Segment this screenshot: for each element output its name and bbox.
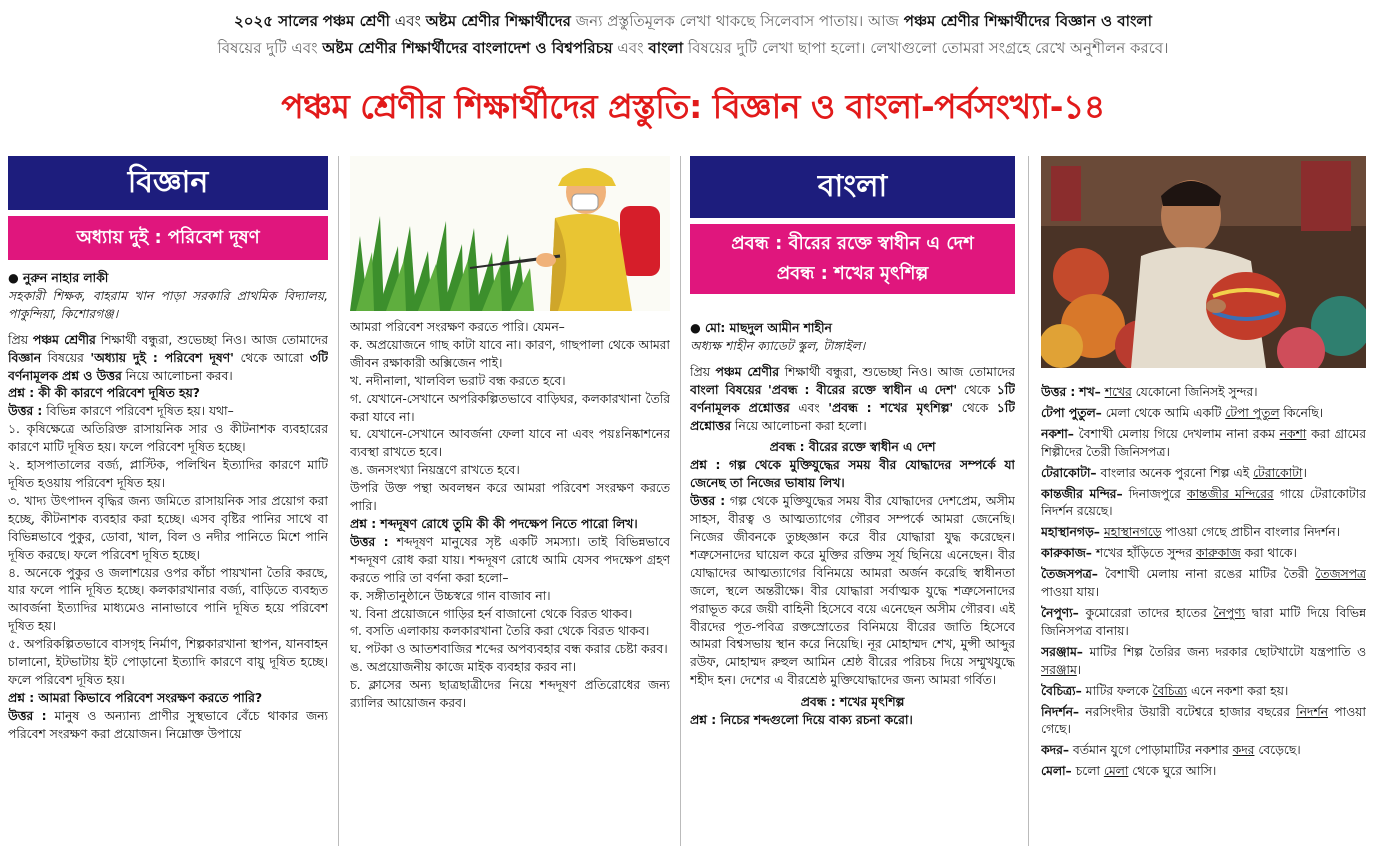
word-sentence [1041, 486, 1366, 522]
intro-text: অষ্টম শ্রেণীর শিক্ষার্থীদের [425, 12, 571, 30]
text: বর্তমান যুগে পোড়ামাটির নকশার [1072, 743, 1233, 758]
list-item: খ. নদীনালা, খালবিল ভরাট বন্ধ করতে হবে। [350, 373, 566, 388]
underlined-word: কান্তজীর মন্দিরের [1186, 486, 1274, 501]
word-sentence [1041, 384, 1366, 402]
word: মেলা– [1041, 764, 1072, 779]
underlined-word: মহাস্থানগড়ে [1103, 525, 1162, 540]
text: শিক্ষার্থী বন্ধুরা, শুভেচ্ছা নিও। আজ তোমাদের [784, 364, 1015, 379]
text: দ্বারা মাটি দিয়ে বিভিন্ন জিনিসপত্র বানায়। [1041, 605, 1366, 638]
list-item: ঘ. যেখানে-সেখানে আবর্জনা ফেলা যাবে না এবং পয়ঃনিষ্কাশনের ব্যবস্থা রাখতে হবে। [350, 427, 670, 460]
bangla-topic-1: প্রবন্ধ : বীরের রক্তে স্বাধীন এ দেশ [731, 233, 974, 254]
science-answer-2 [8, 708, 328, 744]
word: কান্তজীর মন্দির– [1041, 486, 1123, 501]
text: দিনাজপুরে [1128, 486, 1187, 501]
bangla-question-1: প্রশ্ন : গল্প থেকে মুক্তিযুদ্ধের সময় বীর যোদ্ধাদের সম্পর্কে যা জেনেছ তা নিজের ভাষায় লিখ। [690, 458, 1015, 491]
text: বেড়েছে। [1254, 743, 1301, 758]
column-divider [680, 156, 681, 846]
text: 'অধ্যায় দুই : পরিবেশ দূষণ' [90, 350, 234, 365]
word-sentence [1041, 683, 1366, 701]
text: থেকে [961, 400, 989, 415]
word: টেপা পুতুল– [1041, 405, 1102, 420]
word-sentence [1041, 524, 1366, 542]
word-sentence [1041, 465, 1366, 483]
answer-label: উত্তর : [8, 708, 47, 723]
intro-text: বিষয়ের দুটি লেখা ছাপা হলো। লেখাগুলো তোমরা সংগ্রহে রেখে অনুশীলন করবে। [687, 39, 1169, 57]
text: ১টি প্রশ্নোত্তর [690, 400, 1015, 433]
intro-text: বিষয়ের দুটি এবং [217, 39, 318, 57]
bangla-intro [690, 364, 1015, 436]
answer-label: উত্তর : [8, 404, 43, 419]
intro-text: পঞ্চম শ্রেণী [322, 12, 390, 30]
text: নিয়ে আলোচনা করব। [125, 368, 233, 383]
text: নিয়ে আলোচনা করা হলো। [734, 418, 867, 433]
answer-text: মানুষ ও অন্যান্য প্রাণীর সুস্থভাবে বেঁচে থাকার জন্য পরিবেশ সংরক্ষণ করা প্রয়োজন। নিম্নোক্ত উপায়ে [8, 708, 328, 741]
text: মেলা থেকে আমি একটি [1105, 405, 1226, 420]
list-item: ৫. অপরিকল্পিতভাবে বাসগৃহ নির্মাণ, শিল্পকারখানা স্থাপন, যানবাহন চালানো, ইটভাটায় ইট পোড়ানো ইত্যাদি কারণে বায়ু দূষিত হচ্ছে। ফলে পরিবেশ দূষিত হয়। [8, 637, 328, 687]
intro-text: ২০২৫ সালের [234, 12, 318, 30]
intro-text: পঞ্চম শ্রেণীর শিক্ষার্থীদের বিজ্ঞান ও বাংলা [903, 12, 1152, 30]
list-item: ঙ. জনসংখ্যা নিয়ন্ত্রণে রাখতে হবে। [350, 463, 520, 478]
bangla-topic-2: প্রবন্ধ : শখের মৃৎশিল্প [776, 263, 929, 284]
list-item: ঘ. পটকা ও আতশবাজির শব্দের অপব্যবহার বন্ধ করার চেষ্টা করব। [350, 642, 668, 657]
text: 'প্রবন্ধ : বীরের রক্তে স্বাধীন এ দেশ' [768, 382, 958, 397]
science-answer-3 [350, 534, 670, 588]
underlined-word: টেপা পুতুল [1225, 405, 1280, 420]
text: ১টি বর্ণনামূলক প্রশ্নোত্তর [690, 382, 1015, 415]
word-sentence [1041, 704, 1366, 740]
underlined-word: শখের [1104, 385, 1132, 399]
text: এনে নকশা করা হয়। [1187, 683, 1289, 698]
bangla-column-2 [1041, 156, 1366, 846]
text: 'প্রবন্ধ : শখের মৃৎশিল্প' [828, 400, 954, 415]
answer-label: উত্তর : [1041, 385, 1076, 399]
science-chapter-band: অধ্যায় দুই : পরিবেশ দূষণ [8, 216, 328, 260]
text: এবং [798, 400, 820, 415]
underlined-word: নিদর্শন [1296, 704, 1329, 719]
word: বৈচিত্র্য– [1041, 683, 1082, 698]
word-sentence [1041, 605, 1366, 641]
word-sentence [1041, 545, 1366, 563]
intro-text: এবং [394, 12, 421, 30]
text: পাওয়া যায়। [1041, 585, 1099, 600]
answer-label: উত্তর : [350, 534, 389, 549]
list-item: ৩. খাদ্য উৎপাদন বৃদ্ধির জন্য জমিতে রাসায়নিক সার প্রয়োগ করা হচ্ছে, কীটনাশক ব্যবহার করা হচ্ছে। এসব বৃষ্টির পানির সাথে বা বিভিন্নভাবে পুকুর, ডোবা, খাল, বিল ও নদীর পানিতে মিশে পানি দূষিত করছে। ফলে পরিবেশ দূষিত হচ্ছে। [8, 493, 328, 562]
list-item: ১. কৃষিক্ষেত্রে অতিরিক্ত রাসায়নিক সার ও কীটনাশক ব্যবহারের কারণে মাটি দূষিত হয়। ফলে পরিবেশ দূষিত হচ্ছে। [8, 422, 328, 455]
list-item: ২. হাসপাতালের বর্জ্য, প্লাস্টিক, পলিথিন ইত্যাদির কারণে মাটি দূষিত হওয়ায় পরিবেশ দূষিত হয়। [8, 458, 328, 490]
intro-line-2 [0, 35, 1386, 62]
text: প্রিয় [8, 332, 28, 347]
text: চলো [1075, 764, 1104, 779]
science-column-2 [350, 156, 670, 846]
text: । [1076, 662, 1082, 677]
word: নৈপুণ্য– [1041, 605, 1079, 620]
word: কারুকাজ– [1041, 546, 1092, 561]
word-sentence [1041, 426, 1366, 462]
bangla-answer-1 [690, 493, 1015, 690]
word-sentence [1041, 644, 1366, 680]
text: মাটির ফলকে [1085, 683, 1153, 698]
word: টেরাকোটা– [1041, 465, 1097, 480]
science-title: বিজ্ঞান [8, 156, 328, 210]
text: মাটির শিল্প তৈরির জন্য দরকার ছোটখাটো যন্ত্রপাতি ও [1089, 644, 1366, 659]
science-question-2: প্রশ্ন : আমরা কিভাবে পরিবেশ সংরক্ষণ করতে পারি? [8, 690, 263, 705]
word: শখ– [1079, 385, 1101, 399]
text: বাংলার অনেক পুরনো শিল্প এই [1100, 465, 1254, 480]
text: কিনেছি। [1279, 405, 1324, 420]
bangla-section-2: প্রবন্ধ : শখের মৃৎশিল্প [800, 695, 905, 710]
list-item: ক. অপ্রয়োজনে গাছ কাটা যাবে না। কারণ, গাছপালা থেকে আমরা জীবন রক্ষাকারী অক্সিজেন পাই। [350, 337, 670, 370]
answer-text: শব্দদূষণ মানুষের সৃষ্ট একটি সমস্যা। তাই বিভিন্নভাবে শব্দদূষণ রোধ করা যায়। শব্দদূষণ রোধে আমি যেসব পদক্ষেপ গ্রহণ করতে পারি তা বর্ণনা করা হলো– [350, 534, 670, 585]
science-author: ● নুরুন নাহার লাকী [8, 271, 109, 285]
bangla-section-1: প্রবন্ধ : বীরের রক্তে স্বাধীন এ দেশ [769, 440, 936, 455]
bangla-topic-band [690, 224, 1015, 294]
text: । [1302, 465, 1307, 480]
text: থেকে ঘুরে আসি। [1128, 764, 1217, 779]
text: থেকে আরো [240, 350, 304, 365]
text: করা থাকে। [1240, 546, 1297, 561]
underlined-word: কারুকাজ [1195, 546, 1241, 561]
word-sentence [1041, 763, 1366, 781]
text: পাওয়া গেছে। [1041, 704, 1366, 737]
page-headline: পঞ্চম শ্রেণীর শিক্ষার্থীদের প্রস্তুতি: বিজ্ঞান ও বাংলা-পর্বসংখ্যা-১৪ [281, 87, 1105, 126]
text: প্রিয় [690, 364, 710, 379]
text: করা গ্রামের শিল্পীদের তৈরী জিনিসপত্র। [1041, 426, 1366, 459]
text: নরসিংদীর উয়ারী বটেশ্বরে হাজার বছরের [1085, 704, 1297, 719]
intro-line-1 [0, 0, 1386, 35]
science-question-3: প্রশ্ন : শব্দদূষণ রোধে তুমি কী কী পদক্ষেপ নিতে পারো লিখ। [350, 516, 638, 531]
underlined-word: তৈজসপত্র [1315, 567, 1366, 582]
farmer-spraying-image [350, 156, 670, 311]
text: বিষয়ের [47, 350, 84, 365]
underlined-word: মেলা [1103, 764, 1129, 779]
text: বৈশাখী মেলায় গিয়ে দেখলাম নানা রকম [1078, 426, 1280, 441]
list-item: চ. ক্লাসের অন্য ছাত্রছাত্রীদের নিয়ে শব্দদূষণ প্রতিরোধের জন্য র‍্যালির আয়োজন করব। [350, 678, 670, 711]
word: নিদর্শন– [1041, 704, 1080, 719]
word: মহাস্থানগড়– [1041, 525, 1100, 540]
bangla-author: ● মো: মাছদুল আমীন শাহীন [690, 321, 832, 335]
answer-label: উত্তর : [690, 494, 726, 509]
intro-text: বাংলা [648, 39, 684, 57]
column-divider [338, 156, 339, 846]
science-author-designation: সহকারী শিক্ষক, বাহরাম খান পাড়া সরকারি প্রাথমিক বিদ্যালয়, পাকুন্দিয়া, কিশোরগঞ্জ। [8, 288, 328, 321]
text: পঞ্চম শ্রেণীর [715, 364, 780, 379]
science-answer-1 [8, 403, 328, 421]
intro-text: অষ্টম শ্রেণীর শিক্ষার্থীদের বাংলাদেশ ও বিশ্বপরিচয় [322, 39, 613, 57]
list-item: গ. বসতি এলাকায় কলকারখানা তৈরি করা থেকে বিরত থাকব। [350, 624, 650, 639]
text: ৩টি বর্ণনামূলক প্রশ্ন ও উত্তর [8, 350, 328, 383]
text: বাংলা বিষয়ের [690, 382, 762, 397]
word-sentence [1041, 566, 1366, 602]
text: কুমোরেরা তাদের হাতের [1085, 605, 1214, 620]
potter-photo-image [1041, 156, 1366, 368]
bangla-question-2: প্রশ্ন : নিচের শব্দগুলো দিয়ে বাক্য রচনা করো। [690, 713, 913, 728]
word: কদর– [1041, 743, 1069, 758]
text: শখের হাঁড়িতে সুন্দর [1095, 546, 1196, 561]
science-answer-2-end: উপরি উক্ত পন্থা অবলম্বন করে আমরা পরিবেশ সংরক্ষণ করতে পারি। [350, 481, 670, 514]
text: থেকে [963, 382, 991, 397]
list-item: ক. সঙ্গীতানুষ্ঠানে উচ্চস্বরে গান বাজাব না। [350, 588, 551, 603]
text: পাওয়া গেছে প্রাচীন বাংলার নিদর্শন। [1161, 525, 1341, 540]
text: বৈশাখী মেলায় নানা রঙের মাটির তৈরী [1105, 567, 1316, 582]
potter-painting-photo [1041, 156, 1366, 368]
science-column-1 [8, 156, 328, 846]
word-sentence [1041, 742, 1366, 760]
underlined-word: কদর [1232, 743, 1255, 758]
list-item: ঙ. অপ্রয়োজনীয় কাজে মাইক ব্যবহার করব না। [350, 660, 577, 675]
list-item: খ. বিনা প্রয়োজনে গাড়ির হর্ন বাজানো থেকে বিরত থাকব। [350, 606, 633, 621]
text: বিজ্ঞান [8, 350, 42, 365]
intro-text: জন্য প্রস্তুতিমূলক লেখা থাকছে সিলেবাস পাতায়। আজ [575, 12, 899, 30]
text: গায়ে টেরাকোটার নিদর্শন রয়েছে। [1041, 486, 1366, 519]
bangla-author-designation: অধ্যক্ষ শাহীন ক্যাডেট স্কুল, টাঙ্গাইল। [690, 338, 866, 353]
intro-notice [0, 0, 1386, 62]
bangla-title: বাংলা [690, 156, 1015, 218]
word: সরঞ্জাম– [1041, 644, 1083, 659]
column-divider [1028, 156, 1029, 846]
bangla-column-1 [690, 156, 1015, 846]
underlined-word: নৈপুণ্য [1213, 605, 1246, 620]
list-item: ৪. অনেকে পুকুর ও জলাশয়ের ওপর কাঁচা পায়খানা তৈরি করছে, যার ফলে পানি দূষিত হচ্ছে। কলকারখানার বর্জ্য, বাড়িতে ব্যবহৃত আবর্জনা ইত্যাদির মাধ্যমেও নানাভাবে পানি দূষিত হয়ে পরিবেশ দূষিত হয়। [8, 565, 328, 634]
science-answer-2-cont: আমরা পরিবেশ সংরক্ষণ করতে পারি। যেমন– [350, 320, 565, 334]
word: নকশা– [1041, 426, 1074, 441]
text: যেকোনো জিনিসই সুন্দর। [1131, 385, 1258, 399]
text: পঞ্চম শ্রেণীর [32, 332, 96, 347]
list-item: গ. যেখানে-সেখানে অপরিকল্পিতভাবে বাড়িঘর, কলকারখানা তৈরি করা যাবে না। [350, 391, 670, 424]
farmer-spraying-illustration [350, 156, 670, 311]
answer-text: বিভিন্ন কারণে পরিবেশ দূষিত হয়। যথা– [46, 404, 234, 419]
underlined-word: বৈচিত্র্য [1152, 683, 1188, 698]
science-question-1: প্রশ্ন : কী কী কারণে পরিবেশ দূষিত হয়? [8, 386, 200, 401]
text: শিক্ষার্থী বন্ধুরা, শুভেচ্ছা নিও। আজ তোমাদের [100, 332, 328, 347]
underlined-word: নকশা [1279, 426, 1307, 441]
science-intro [8, 332, 328, 386]
answer-text: গল্প থেকে মুক্তিযুদ্ধের সময় বীর যোদ্ধাদের দেশপ্রেম, অসীম সাহস, বীরত্ব ও আত্মত্যাগের গৌরব সম্পর্কে আমরা জেনেছি। নিজের জীবনকে তুচ্ছজ্ঞান করে বীর যোদ্ধারা যুদ্ধ করেছেন। শত্রুসেনাদের ঘায়েল করে মুক্তির রক্তিম সূর্য ছিনিয়ে এনেছেন। বীর যোদ্ধাদের আত্মত্যাগের বিনিময়ে আমরা অর্জন করেছি স্বাধীনতা জলে, স্থলে অন্তরীক্ষে। বীর যোদ্ধারা সর্বাত্মক যুদ্ধে শত্রুসেনাদের পরাভূত করে জয়ী বাহিনী হিসেবে বয়ে এনেছেন অসীম গৌরব। এই বীরদের পূত-পবিত্র রক্তস্রোতের বিনিময়ে বীরের জাতি হিসেবে আমরা বিশ্বসভায় স্থান করে নিয়েছি। নূর মোহাম্মদ শেখ, মুন্সী আব্দুর রউফ, মোহাম্মদ রুহুল আমিন শ্রেষ্ঠ বীরের পরিচয় দিয়ে সম্মুখযুদ্ধে শহীদ হন। দেশের এ বীরশ্রেষ্ঠ মুক্তিযোদ্ধাদের জন্য আমরা গর্বিত। [690, 494, 1015, 688]
underlined-word: টেরাকোটা [1253, 465, 1303, 480]
underlined-word: সরঞ্জাম [1041, 662, 1077, 677]
intro-text: এবং [617, 39, 644, 57]
word: তৈজসপত্র– [1041, 567, 1098, 582]
word-sentence [1041, 405, 1366, 423]
